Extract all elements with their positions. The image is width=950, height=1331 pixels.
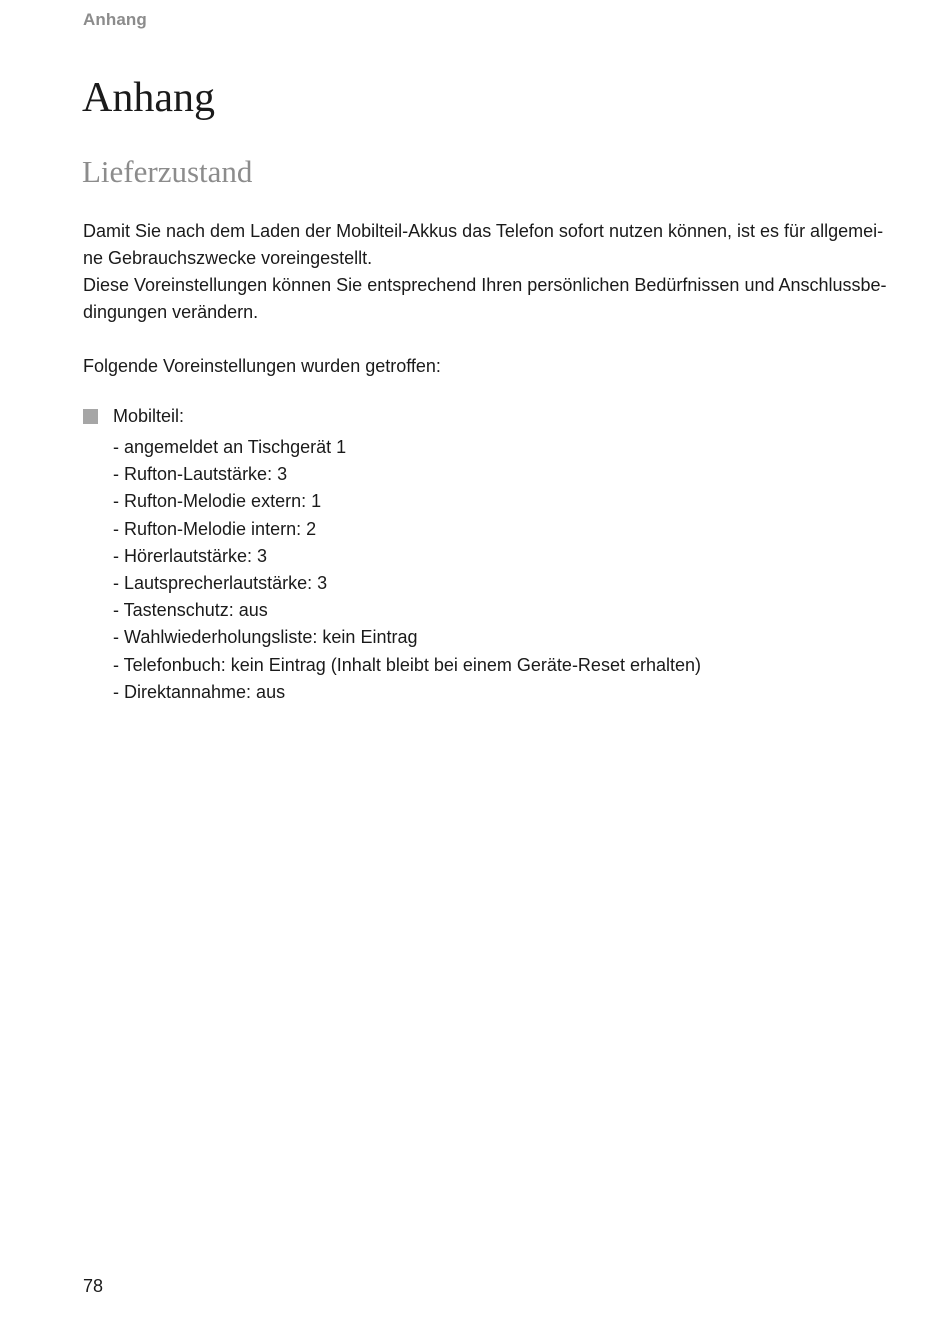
intro-line: ne Gebrauchszwecke voreingestellt. bbox=[83, 248, 373, 268]
page-title: Anhang bbox=[82, 75, 215, 121]
section-title: Lieferzustand bbox=[82, 154, 253, 189]
list-item: - Tastenschutz: aus bbox=[113, 600, 268, 621]
list-item: - Rufton-Melodie intern: 2 bbox=[113, 518, 317, 539]
intro-line: Damit Sie nach dem Laden der Mobilteil-Akkus das Telefon sofort nutzen können, ist es für allgemei- bbox=[83, 221, 884, 241]
list-item: - Telefonbuch: kein Eintrag (Inhalt bleibt bei einem Geräte-Reset erhalten) bbox=[113, 654, 701, 675]
intro-line: dingungen verändern. bbox=[83, 302, 259, 322]
square-bullet-icon bbox=[83, 409, 98, 424]
bullet-label: Mobilteil: bbox=[113, 406, 185, 426]
settings-list bbox=[113, 434, 701, 706]
list-item: - Direktannahme: aus bbox=[113, 681, 286, 702]
running-header: Anhang bbox=[83, 10, 147, 29]
page-number: 78 bbox=[83, 1276, 104, 1296]
list-item: - Rufton-Lautstärke: 3 bbox=[113, 464, 288, 485]
list-item: - Wahlwiederholungsliste: kein Eintrag bbox=[113, 627, 418, 648]
lead-text: Folgende Voreinstellungen wurden getroffen: bbox=[83, 356, 441, 376]
list-item: - Hörerlautstärke: 3 bbox=[113, 545, 268, 566]
list-item: - Rufton-Melodie extern: 1 bbox=[113, 491, 322, 512]
list-item: - angemeldet an Tischgerät 1 bbox=[113, 437, 347, 457]
list-item: - Lautsprecherlautstärke: 3 bbox=[113, 573, 328, 594]
intro-line: Diese Voreinstellungen können Sie entsprechend Ihren persönlichen Bedürfnissen und Anschlussbe- bbox=[83, 275, 887, 295]
intro-paragraph bbox=[83, 218, 887, 326]
